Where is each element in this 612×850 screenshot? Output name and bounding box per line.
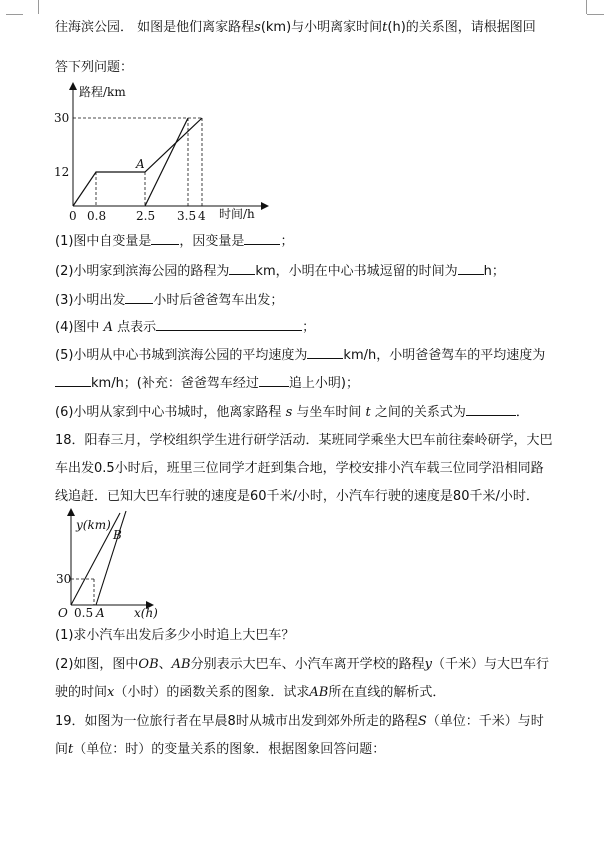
q18-part-2-line-1: (2)如图，图中OB、AB分别表示大巴车、小汽车离开学校的路程y（千米）与大巴车行: [55, 657, 549, 672]
y-axis-label: 路程/km: [79, 85, 126, 99]
point-B-label: B: [113, 528, 122, 542]
q18-part-1: (1)求小汽车出发后多少小时追上大巴车？: [55, 628, 295, 643]
answer-blank[interactable]: [244, 232, 280, 245]
y-tick-12: 12: [54, 165, 70, 179]
q17-intro-text: 往海滨公园． 如图是他们离家路程: [55, 20, 255, 35]
var-s: s: [254, 20, 261, 35]
q17-part-5-line-1: (5)小明从中心书城到滨海公园的平均速度为 km/h，小明爸爸驾车的平均速度为: [55, 348, 546, 363]
q19-text-line-1: 19．如图为一位旅行者在早晨8时从城市出发到郊外所走的路程S（单位：千米）与时: [55, 714, 544, 729]
answer-blank[interactable]: [156, 318, 302, 331]
answer-blank[interactable]: [466, 403, 516, 416]
q17-part-6: (6)小明从家到中心书城时，他离家路程 s 与坐车时间 t 之间的关系式为 ．: [55, 405, 529, 420]
origin-label: O: [58, 606, 68, 620]
point-A-label: A: [96, 606, 105, 620]
q17-intro-line-1: [55, 19, 536, 37]
answer-blank[interactable]: [151, 232, 179, 245]
answer-blank[interactable]: [458, 262, 484, 275]
q18-text-line-3: 线追赶．已知大巴车行驶的速度是60千米/小时，小汽车行驶的速度是80千米/小时．: [55, 489, 539, 504]
q17-intro-text: (h)的关系图，请根据图回: [387, 20, 536, 35]
q17-part-3: (3)小明出发 小时后爸爸驾车出发；: [55, 293, 284, 308]
page-corner-mark: [587, 14, 604, 31]
q18-text-line-1: 18．阳春三月，学校组织学生进行研学活动．某班同学乘坐大巴车前往秦岭研学，大巴: [55, 433, 553, 448]
answer-blank[interactable]: [229, 262, 255, 275]
y-tick-30: 30: [54, 111, 70, 125]
page-corner-mark: [22, 0, 39, 14]
x-tick-0: 0: [69, 209, 77, 223]
x-tick-0.8: 0.8: [87, 209, 107, 223]
page-corner-mark: [586, 0, 603, 14]
point-A-ref: A: [103, 320, 113, 335]
y-tick-30: 30: [56, 572, 72, 586]
answer-blank[interactable]: [259, 374, 289, 387]
x-tick-4: 4: [198, 209, 206, 223]
answer-blank[interactable]: [125, 291, 153, 304]
var-t: t: [382, 20, 388, 35]
q18-text-line-2: 车出发0.5小时后，班里三位同学才赶到集合地，学校安排小汽车载三位同学沿相同路: [55, 461, 544, 476]
q17-part-1: (1)图中自变量是 ，因变量是 ；: [55, 234, 294, 249]
q17-intro-line-2: 答下列问题：: [55, 60, 134, 75]
page-corner-mark: [6, 14, 23, 31]
q17-part-4: (4)图中 A 点表示 ；: [55, 320, 316, 335]
y-axis-label: y(km): [76, 518, 111, 532]
q17-distance-time-graph: [50, 80, 280, 228]
q17-part-2: (2)小明家到滨海公园的路程为 km，小明在中心书城逗留的时间为 h；: [55, 264, 505, 279]
dad-line: [145, 118, 188, 206]
q17-part-5-line-2: km/h；(补充：爸爸驾车经过 追上小明)；: [55, 374, 359, 393]
q18-bus-car-graph: [54, 507, 164, 623]
x-tick-2.5: 2.5: [136, 209, 156, 223]
answer-blank[interactable]: [55, 374, 91, 387]
x-axis-label: x(h): [134, 606, 158, 620]
answer-blank[interactable]: [307, 346, 343, 359]
q17-intro-text: (km)与小明离家时间: [260, 20, 383, 35]
point-A-label: A: [136, 157, 145, 171]
q19-text-line-2: 间t（单位：时）的变量关系的图象．根据图象回答问题：: [55, 742, 386, 757]
x-axis-label: 时间/h: [219, 207, 255, 221]
q18-part-2-line-2: 驶的时间x（小时）的函数关系的图象．试求AB所在直线的解析式．: [55, 685, 446, 700]
x-tick-3.5: 3.5: [177, 209, 197, 223]
x-tick-0.5: 0.5: [74, 606, 94, 620]
